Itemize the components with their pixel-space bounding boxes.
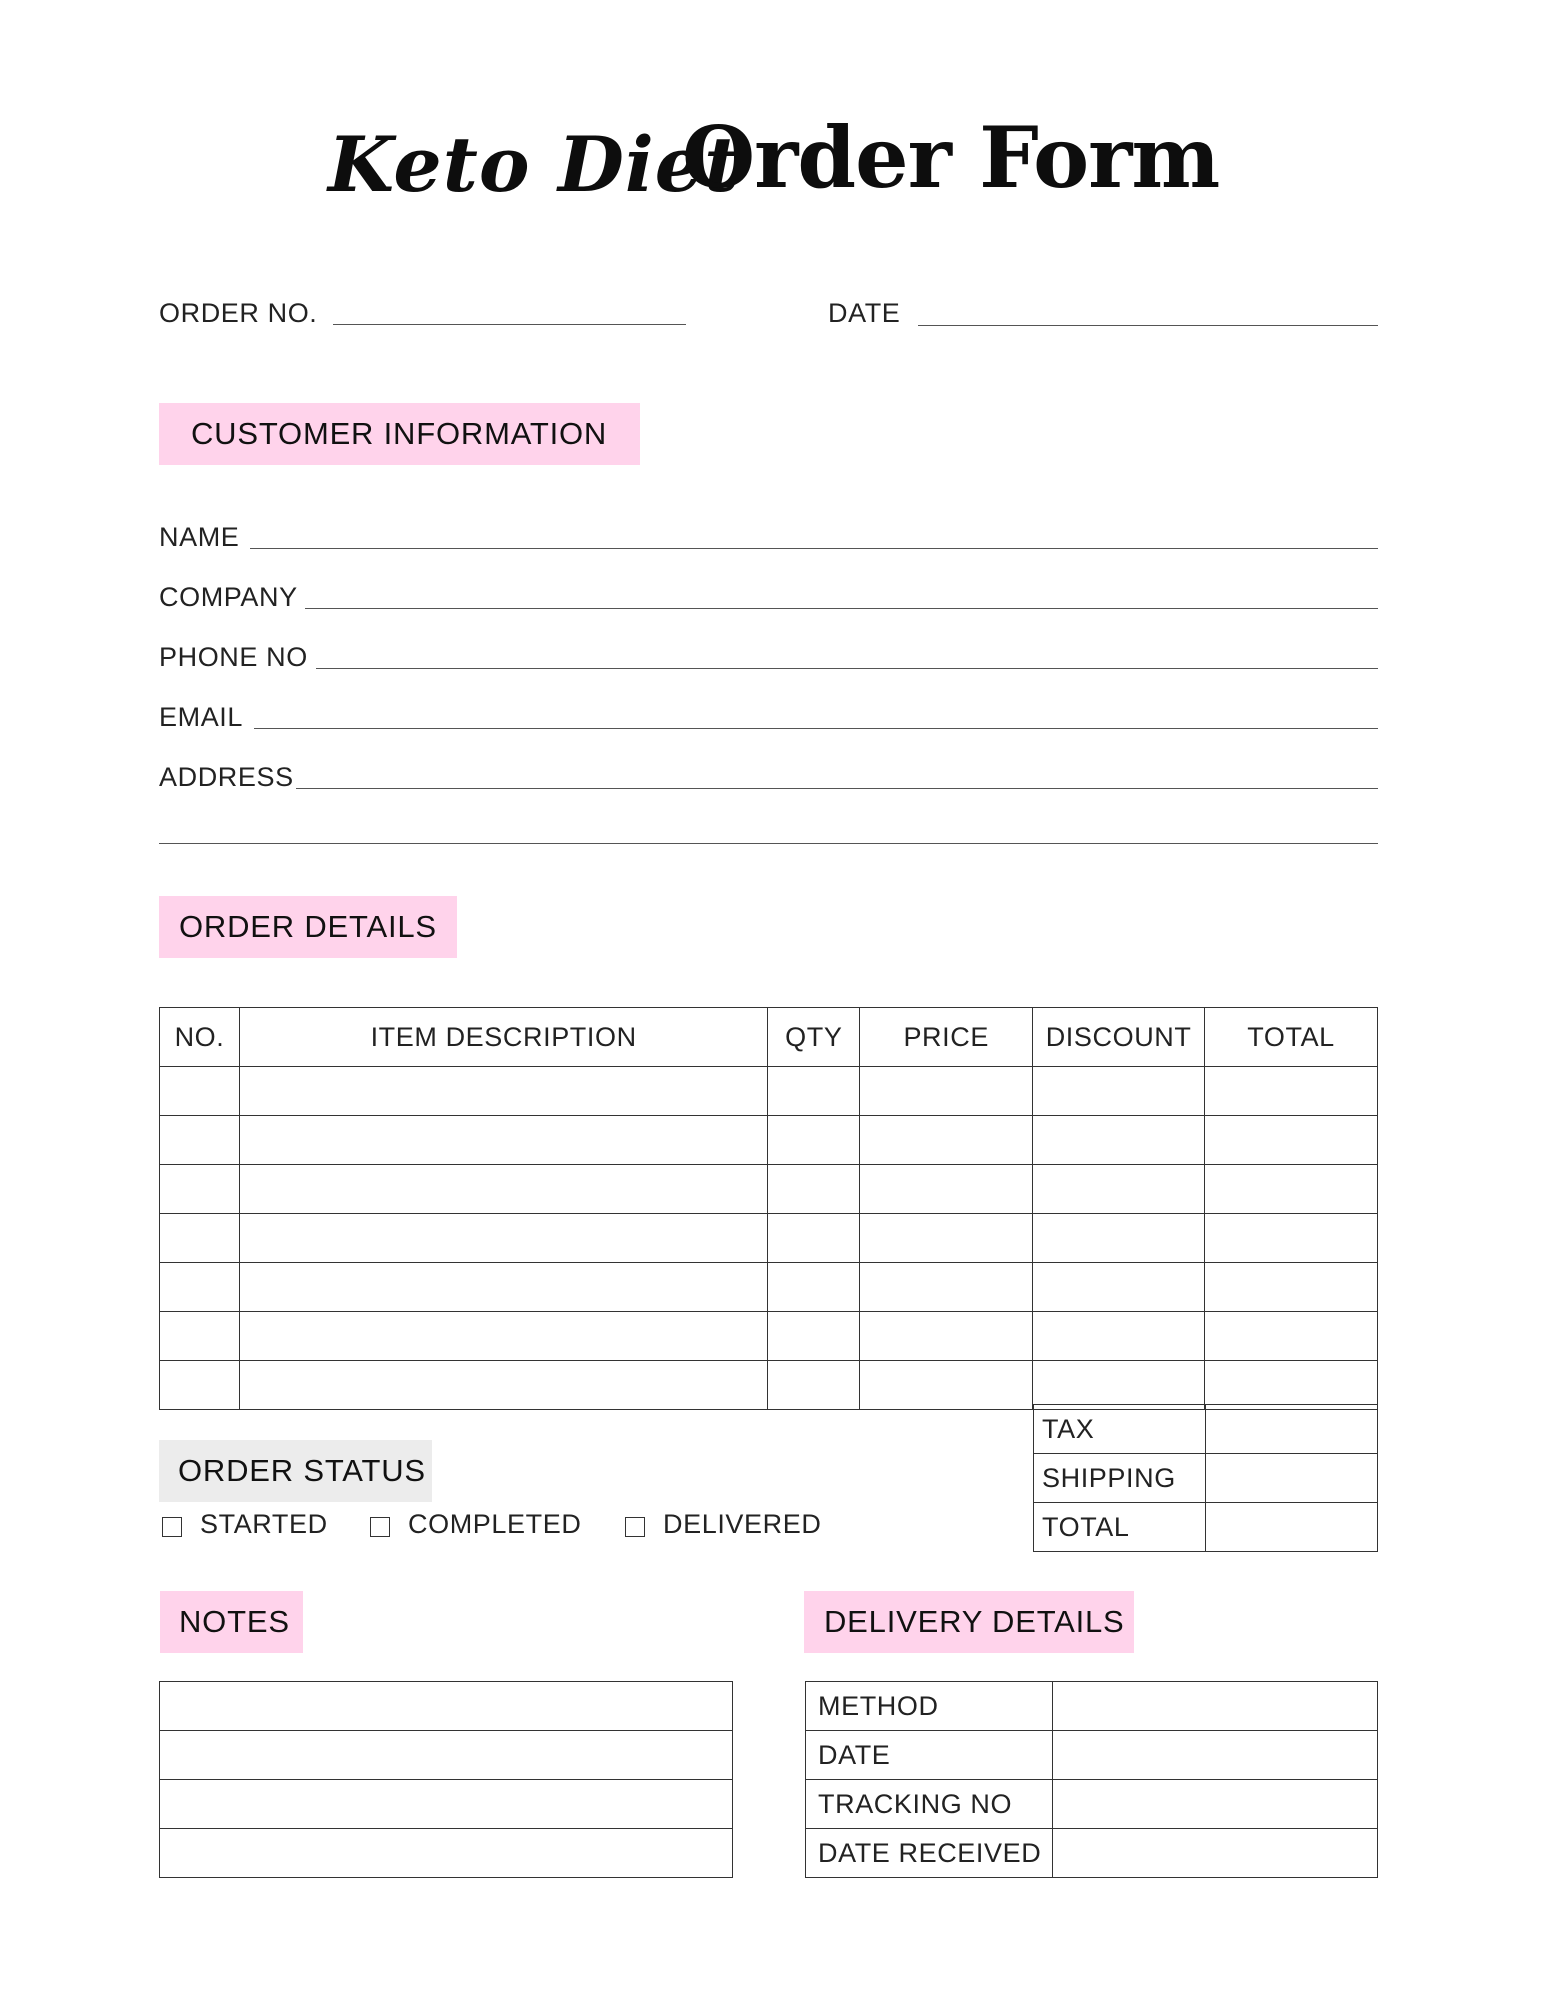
notes-row <box>160 1829 733 1878</box>
address-label: ADDRESS <box>159 762 294 792</box>
table-row <box>160 1361 1378 1410</box>
table-cell[interactable] <box>1205 1263 1378 1312</box>
table-cell[interactable] <box>768 1067 860 1116</box>
summary-value-total[interactable] <box>1205 1503 1377 1552</box>
address-line-2[interactable] <box>159 843 1378 844</box>
order-no-label: ORDER NO. <box>159 298 318 328</box>
table-cell[interactable] <box>239 1067 767 1116</box>
table-row <box>160 1116 1378 1165</box>
table-cell[interactable] <box>768 1312 860 1361</box>
table-cell[interactable] <box>1033 1214 1205 1263</box>
delivery-row <box>806 1682 1378 1731</box>
table-cell[interactable] <box>1033 1116 1205 1165</box>
company-label: COMPANY <box>159 582 298 612</box>
notes-cell[interactable] <box>160 1780 733 1829</box>
order-details-heading <box>159 896 457 958</box>
summary-label-total: TOTAL <box>1034 1503 1206 1552</box>
status-option-label: STARTED <box>200 1509 328 1539</box>
table-cell[interactable] <box>1205 1116 1378 1165</box>
table-cell[interactable] <box>860 1214 1033 1263</box>
delivery-label-method: METHOD <box>806 1682 1053 1731</box>
notes-row <box>160 1731 733 1780</box>
company-field[interactable] <box>305 608 1378 609</box>
title-script: Keto Diet <box>328 120 741 209</box>
notes-heading-label: NOTES <box>179 1604 290 1639</box>
table-cell[interactable] <box>860 1116 1033 1165</box>
checkbox-delivered[interactable] <box>625 1517 645 1537</box>
table-cell[interactable] <box>239 1263 767 1312</box>
table-cell[interactable] <box>860 1312 1033 1361</box>
table-cell[interactable] <box>1033 1361 1205 1410</box>
table-cell[interactable] <box>239 1214 767 1263</box>
notes-cell[interactable] <box>160 1829 733 1878</box>
order-no-field[interactable] <box>333 324 686 325</box>
notes-row <box>160 1780 733 1829</box>
table-cell[interactable] <box>860 1263 1033 1312</box>
order-table-header <box>160 1008 1378 1067</box>
email-field[interactable] <box>254 728 1378 729</box>
customer-info-heading <box>159 403 640 465</box>
notes-cell[interactable] <box>160 1731 733 1780</box>
notes-row <box>160 1682 733 1731</box>
table-cell[interactable] <box>768 1263 860 1312</box>
summary-value-tax[interactable] <box>1205 1405 1377 1454</box>
table-cell[interactable] <box>1033 1165 1205 1214</box>
delivery-row <box>806 1731 1378 1780</box>
table-cell[interactable] <box>768 1214 860 1263</box>
checkbox-started[interactable] <box>162 1517 182 1537</box>
table-cell[interactable] <box>1033 1263 1205 1312</box>
email-label: EMAIL <box>159 702 244 732</box>
col-header-price: PRICE <box>860 1008 1033 1067</box>
col-header-no: NO. <box>160 1008 240 1067</box>
table-cell[interactable] <box>239 1361 767 1410</box>
summary-row <box>1034 1503 1378 1552</box>
table-cell[interactable] <box>160 1165 240 1214</box>
delivery-label-date-received: DATE RECEIVED <box>806 1829 1053 1878</box>
table-cell[interactable] <box>860 1165 1033 1214</box>
table-cell[interactable] <box>239 1312 767 1361</box>
delivery-row <box>806 1780 1378 1829</box>
address-field[interactable] <box>296 788 1378 789</box>
delivery-value-tracking-no[interactable] <box>1052 1780 1377 1829</box>
status-option-label: DELIVERED <box>663 1509 822 1539</box>
table-cell[interactable] <box>1033 1312 1205 1361</box>
page-title: Order Form <box>682 108 1220 207</box>
order-status-heading-label: ORDER STATUS <box>178 1453 426 1488</box>
table-cell[interactable] <box>768 1361 860 1410</box>
table-row <box>160 1263 1378 1312</box>
status-option-completed[interactable] <box>370 1509 581 1540</box>
summary-label-tax: TAX <box>1034 1405 1206 1454</box>
delivery-value-date-received[interactable] <box>1052 1829 1377 1878</box>
summary-label-shipping: SHIPPING <box>1034 1454 1206 1503</box>
delivery-details-heading-label: DELIVERY DETAILS <box>824 1604 1125 1639</box>
table-cell[interactable] <box>1033 1067 1205 1116</box>
status-option-delivered[interactable] <box>625 1509 821 1540</box>
table-cell[interactable] <box>1205 1214 1378 1263</box>
table-row <box>160 1165 1378 1214</box>
checkbox-completed[interactable] <box>370 1517 390 1537</box>
delivery-value-method[interactable] <box>1052 1682 1377 1731</box>
delivery-label-tracking-no: TRACKING NO <box>806 1780 1053 1829</box>
table-row <box>160 1214 1378 1263</box>
summary-row <box>1034 1405 1378 1454</box>
table-cell[interactable] <box>160 1116 240 1165</box>
status-option-label: COMPLETED <box>408 1509 582 1539</box>
summary-value-shipping[interactable] <box>1205 1454 1377 1503</box>
table-cell[interactable] <box>1205 1165 1378 1214</box>
col-header-discount: DISCOUNT <box>1033 1008 1205 1067</box>
delivery-table <box>805 1681 1378 1878</box>
table-cell[interactable] <box>239 1165 767 1214</box>
table-cell[interactable] <box>1205 1312 1378 1361</box>
col-header-total: TOTAL <box>1205 1008 1378 1067</box>
delivery-value-date[interactable] <box>1052 1731 1377 1780</box>
table-cell[interactable] <box>860 1361 1033 1410</box>
table-cell[interactable] <box>860 1067 1033 1116</box>
col-header-item-description: ITEM DESCRIPTION <box>239 1008 767 1067</box>
order-status-heading <box>159 1440 432 1502</box>
table-cell[interactable] <box>160 1214 240 1263</box>
customer-info-heading-label: CUSTOMER INFORMATION <box>191 416 608 451</box>
table-cell[interactable] <box>160 1361 240 1410</box>
name-label: NAME <box>159 522 240 552</box>
date-label: DATE <box>828 298 901 328</box>
order-details-heading-label: ORDER DETAILS <box>179 909 437 944</box>
table-cell[interactable] <box>160 1263 240 1312</box>
order-table <box>159 1007 1378 1410</box>
status-option-started[interactable] <box>162 1509 328 1540</box>
name-field[interactable] <box>250 548 1378 549</box>
table-row <box>160 1067 1378 1116</box>
col-header-qty: QTY <box>768 1008 860 1067</box>
notes-table <box>159 1681 733 1878</box>
notes-cell[interactable] <box>160 1682 733 1731</box>
notes-heading <box>160 1591 303 1653</box>
table-cell[interactable] <box>1205 1361 1378 1410</box>
date-field[interactable] <box>918 325 1378 326</box>
delivery-row <box>806 1829 1378 1878</box>
table-row <box>160 1312 1378 1361</box>
table-cell[interactable] <box>768 1165 860 1214</box>
summary-table <box>1033 1404 1378 1552</box>
delivery-details-heading <box>804 1591 1134 1653</box>
phone-no-field[interactable] <box>316 668 1378 669</box>
table-cell[interactable] <box>768 1116 860 1165</box>
table-cell[interactable] <box>239 1116 767 1165</box>
table-cell[interactable] <box>160 1067 240 1116</box>
phone-no-label: PHONE NO <box>159 642 308 672</box>
summary-row <box>1034 1454 1378 1503</box>
table-cell[interactable] <box>160 1312 240 1361</box>
delivery-label-date: DATE <box>806 1731 1053 1780</box>
table-cell[interactable] <box>1205 1067 1378 1116</box>
